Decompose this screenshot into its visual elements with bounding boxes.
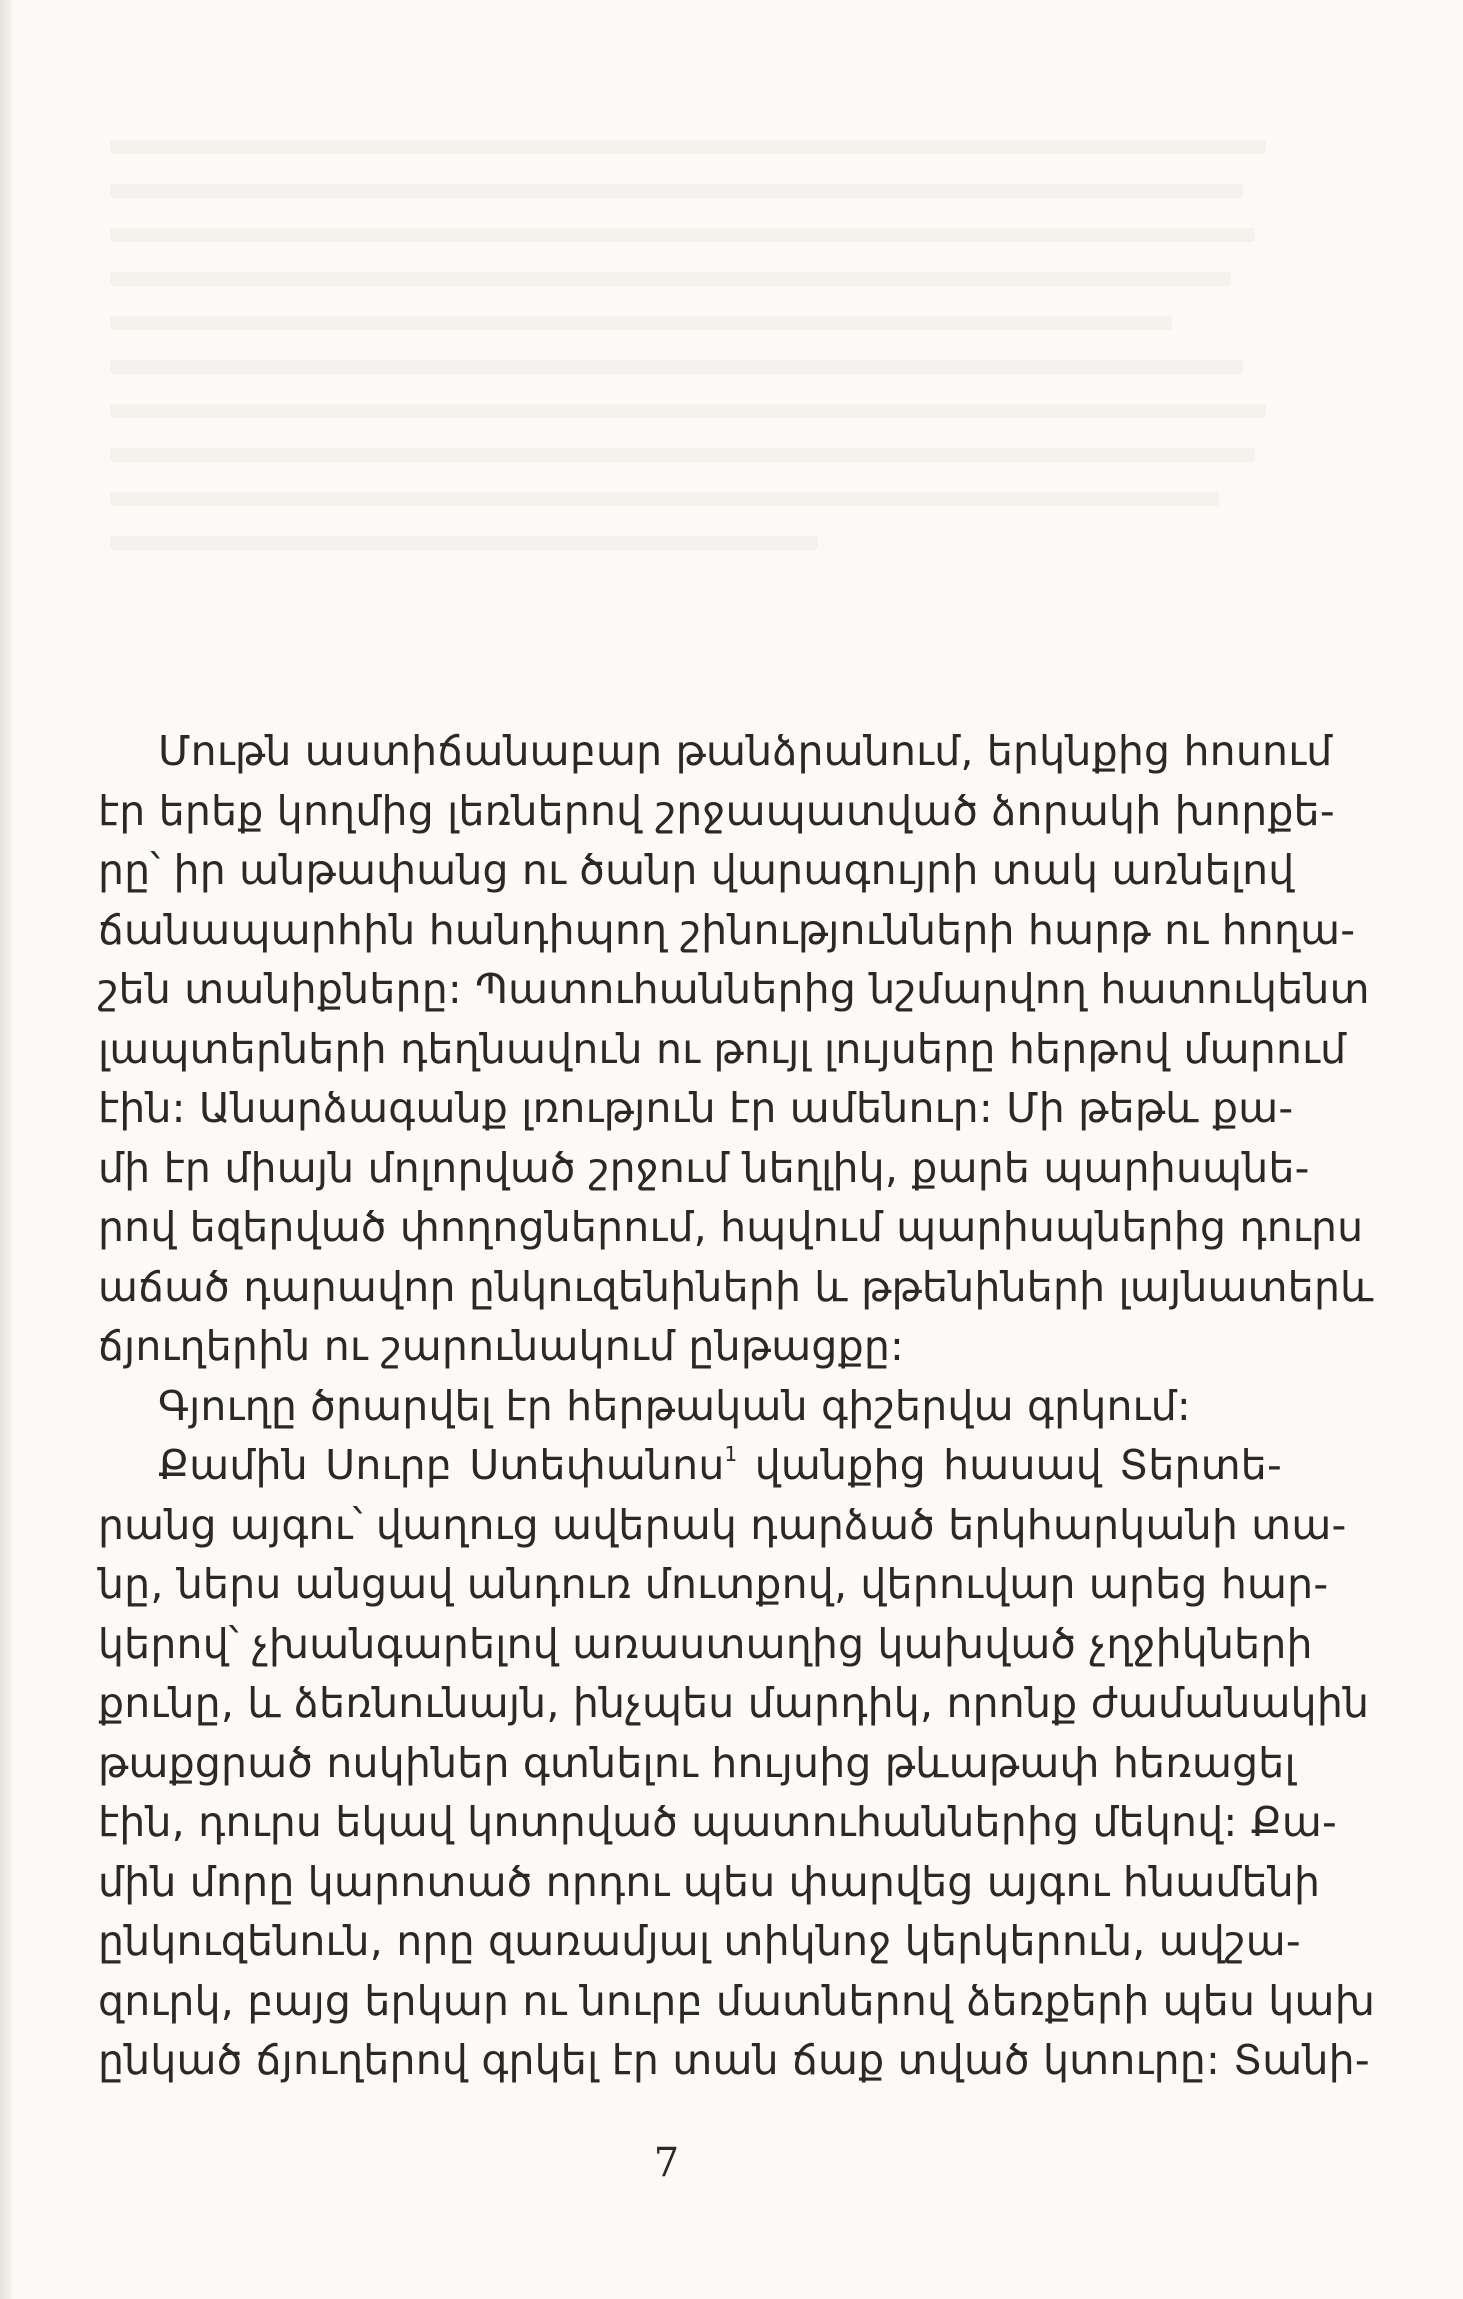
body-text — [98, 722, 1376, 2091]
text-line: րով եզերված փողոցներում, հպվում պարիսպներից դուրս — [98, 1203, 1364, 1251]
page-number: 7 — [653, 2140, 680, 2186]
text-line: աճած դարավոր ընկուզենիների և թթենիների լայնատերև — [98, 1262, 1374, 1311]
text-line: ընկած ճյուղերով գրկել էր տան ճաք տված կտուրը: Տանի- — [98, 2036, 1370, 2084]
text-line: էր երեք կողմից լեռներով շրջապատված ձորակի խորքե- — [98, 786, 1335, 835]
text-line: Գյուղը ծրարվել էր հերթական գիշերվա գրկում: — [158, 1381, 1191, 1430]
text-line: քունը, և ձեռնունայն, ինչպես մարդիկ, որոնք ժամանակին — [98, 1679, 1370, 1727]
show-through-line — [110, 492, 1219, 506]
text-line: մի էր միայն մոլորված շրջում նեղլիկ, քարե պարիսպնե- — [98, 1143, 1310, 1192]
show-through-line — [110, 404, 1266, 418]
reverse-side-show-through — [110, 140, 1290, 580]
show-through-line — [110, 448, 1255, 462]
show-through-line — [110, 316, 1172, 330]
text-fragment: վանքից հասավ Տերտե- — [737, 1441, 1282, 1489]
text-line: թաքցրած ոսկիներ գտնելու հույսից թևաթափ հեռացել — [98, 1738, 1296, 1787]
text-line: Մութն աստիճանաբար թանձրանում, երկնքից հոսում — [158, 727, 1333, 775]
text-line: էին: Անարձագանք լռություն էր ամենուր: Մի թեթև քա- — [98, 1084, 1294, 1132]
show-through-line — [110, 228, 1255, 242]
show-through-line — [110, 360, 1243, 374]
show-through-line — [110, 184, 1243, 198]
text-line: նը, ներս անցավ անդուռ մուտքով, վերուվար արեց հար- — [98, 1560, 1329, 1608]
show-through-line — [110, 272, 1231, 286]
text-line: էին, դուրս եկավ կոտրված պատուհաններից մեկով: Քա- — [98, 1798, 1337, 1846]
text-line: ընկուզենուն, որը զառամյալ տիկնոջ կերկերուն, ավշա- — [98, 1917, 1301, 1965]
footnote-marker[interactable]: 1 — [724, 1442, 738, 1466]
text-line: կերով՝ չխանգարելով առաստաղից կախված չղջիկների — [98, 1619, 1313, 1668]
text-fragment: Քամին Սուրբ Ստեփանոս — [158, 1441, 725, 1489]
show-through-line — [110, 140, 1266, 154]
text-line: ճյուղերին ու շարունակում ընթացքը: — [98, 1322, 905, 1370]
page-binding-edge — [0, 0, 12, 2299]
text-line: մին մորը կարոտած որդու պես փարվեց այգու հնամենի — [98, 1857, 1321, 1906]
text-line: ճանապարհին հանդիպող շինությունների հարթ ու հողա- — [98, 905, 1356, 954]
text-line: լապտերների դեղնավուն ու թույլ լույսերը հերթով մարում — [98, 1024, 1347, 1073]
text-line: շեն տանիքները: Պատուհաններից նշմարվող հատուկենտ — [98, 965, 1370, 1013]
show-through-line — [110, 536, 818, 550]
text-line: րանց այգու՝ վաղուց ավերակ դարձած երկհարկանի տա- — [98, 1500, 1347, 1549]
text-line: զուրկ, բայց երկար ու նուրբ մատներով ձեռքերի պես կախ — [98, 1976, 1376, 2025]
text-line: րը՝ իր անթափանց ու ծանր վարագույրի տակ առնելով — [98, 846, 1295, 894]
text-line-with-footnote — [98, 1436, 1282, 1496]
